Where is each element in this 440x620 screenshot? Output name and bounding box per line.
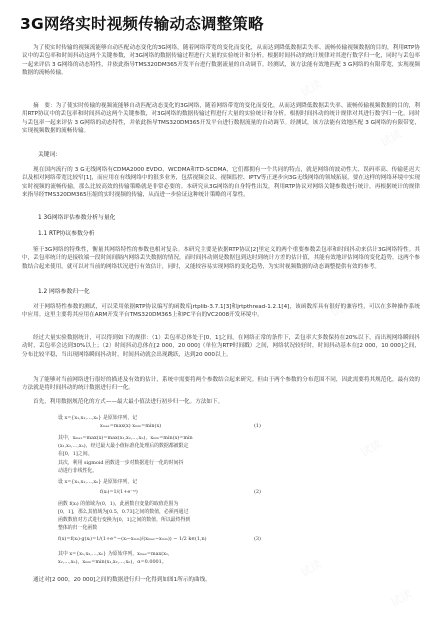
formula-line: 动进行非线性化。: [58, 468, 98, 474]
formula-line: 设 x={x₁,x₂,…,xₙ} 是原始序列，记: [58, 415, 138, 421]
formula-line: 函数 f(xᵢ) 的值域为(0，1)，此函数自变量的取值范围为: [58, 501, 179, 507]
body-paragraph-4: 经过大量实验数据统计，可以得到如下的规律：（1）丢包率总体处于[0，1]之间，在网络正常的条件下，丢包率大多数保持在20%以下，而出现网络瞬间抖动时，丢包率会达到30%以上；（2）时间抖动总体在[2 000，20 000]（单位为RTP时间戳）之间，网络状况较好时，时间抖动基本在[2 000，10 000]之间，分布比较平稳，当出现网络瞬间抖动时，时间抖动就会出现跳跃，达到20 000以上。: [22, 335, 420, 358]
section-heading-1-2: 1.2 网络参数归一化: [38, 289, 90, 295]
section-heading-1: 1 3G网络评估参数分析与量化: [38, 215, 116, 221]
formula-line: 其中 x={x₁,x₂,…,xₙ} 为原始序列，xₘₐₓ=max(x₁,: [58, 551, 170, 557]
watermark-text: 试读: [358, 437, 385, 460]
body-paragraph-2: 鉴于3G网络的特殊性，衡量其网络特性的参数也相对复杂。本研究主要是依据RTP协议[2]里定义的两个重要参数丢包率和时间抖动来估计3G网络特性。其中，丢包率统计的是接收端一段时间间隔内网络丢失数据的情况，而时间抖动则是数据包到达时到统计方差的估计值，其能有效地评估网络的变化趋势。这两个参数结合起来使用，就可以对当前的网络状况进行有效估计，同时，又能较容易实现网络的变化趋势，为实时视频数据的动态调整提供有效的参考。: [22, 247, 420, 270]
body-paragraph-5: 为了能够对当前网络进行很好的描述及有效的估计，系统中需要将两个参数结合起来研究。但由于两个参数的分布范围不同，因此需要将其规范化，最有效的方法就是将时间抖动的统计数据进行归一化。: [22, 377, 420, 392]
section-heading-1-1: 1.1 RTP协议参数分析: [38, 231, 95, 237]
formula-line: 其次，利用 sigmoid 函数进一步对数据进行一化的时间抖: [58, 460, 184, 466]
watermark-text: 试读: [298, 557, 325, 580]
formula-line: x₂,…,xₙ)，xₘᵢₙ=min(x₁,x₂,…,xₙ)，α=0.0001。: [58, 559, 167, 565]
equation-number: (2): [254, 489, 261, 495]
intro-paragraph: 为了使实时传输的视频流能够自动匹配动态变化的3G网络，随着网络带宽的变化而变化，从而达到降低数据丢失率、流畅传输视频数据的目的，利用RTP协议中的丢包率和时间抖动这两个关键参数，对3G网络的数据传输过程进行大量的实验统计和分析。根据时间抖动的统计规律对其进行数学归一化，同时与丢包率一起来评估 3 G网络的动态特性，并依此指导TMS320DM365开发平台进行数据流量的自动调节。经测试，该方法能有效地匹配 3 G网络的有限带宽，实现视频数据的流畅传输。: [22, 45, 420, 77]
page-title: 3G网络实时视频传输动态调整策略: [20, 15, 264, 33]
keywords-label: 关键词：: [38, 152, 62, 158]
formula-line: 其中，xₘₐₓ=max(x)=max(x₁,x₂,…,xₙ)，xₘᵢₙ=min(x)=min: [58, 435, 193, 441]
equation-number: (3): [254, 536, 261, 542]
body-paragraph-7: 通过对[2 000，20 000]之间的数据进行归一化得到如图1所示的曲线。: [33, 577, 211, 583]
formula-line: 整体的归一化函数: [58, 525, 98, 531]
formula-line: (x₁,x₂,…,xₙ)，经过最大最小值标准化处理后的数据都被限定: [58, 443, 189, 449]
formula-line: 在[0，1]之间。: [58, 451, 93, 457]
formula-line: 设 x={x₁,x₂,…,xₙ} 是原始序列，记: [58, 479, 138, 485]
watermark-text: 试读: [388, 587, 415, 610]
formula-line: 函数数值对方式进行变换为[0，1]之间的数值，所以最终得到: [58, 517, 191, 523]
formula-line: f(xᵢ)=1/(1+e⁻ˣⁱ): [100, 489, 138, 495]
watermark-text: 试读: [328, 297, 355, 320]
body-paragraph-6: 首先，利用数据规范化的方式——最大最小值法进行初步归一化。方法如下。: [33, 399, 224, 405]
watermark-text: 试读: [378, 127, 405, 150]
formula-line: f(x)=f(xᵢ)·g(xᵢ)=1/(1+e^−(xᵢ−xₘᵢₙ)/(xₘₐₓ−xₘᵢₙ)) − 1/2 k∈(1,n): [58, 536, 207, 542]
body-paragraph-1: 现在国内流行的 3 G无线网络有CDMA2000 EVDO、WCDMA和TD-SCDMA，它们都拥有一个共同的特点，就是网络的波动性大、误码率高、传输延迟大以及相对网络带宽比较窄[1]，而应用在有线网络中的很多业务，包括视频会议、视频监控、IPTV等正逐步向3G无线网络的领域拓展，要在这样的网络环境中实现实时视频的流畅传输，那么比较高效的传输策略就是非常必要的。本研究从3G网络的自身特性出发，利用RTP协议对网络关键参数进行统计，再根据统计的规律来指导经TMS320DM365压缩的实时视频的传输，从而进一步验证这种统计策略的可靠性。: [22, 167, 420, 199]
formula-line: xₘₐₓ=max(x) xₘᵢₙ=min(x): [100, 423, 162, 429]
watermark-text: 试读: [298, 77, 325, 100]
equation-number: (1): [254, 423, 261, 429]
formula-line: [0，1]，那么其值域为[0.5，0.73]之间的数值，必须再通过: [58, 509, 189, 515]
body-paragraph-3: 对于网络特性参数的测试，可以采用依据RTP协议编写的函数库jrtplib-3.7.1[3]和jrtpthread-1.2.1[4]，该函数库具有很好的兼容性，可以在多种操作系统中应用。这里主要将其应用在ARM开发平台TMS320DM365上和PC平台的VC2008开发环境中。: [22, 304, 420, 319]
abstract-paragraph: 摘 要：为了使实时传输的视频流能够自动匹配动态变化的3G网络，随着网络带宽的变化而变化，从而达到降低数据丢失率、流畅传输视频数据的目的，利用RTP协议中的丢包率和时间抖动这两个关键参数，对3G网络的数据传输过程进行大量的实验统计和分析。根据时间抖动的统计规律对其进行数学归一化，同时与丢包率一起来评估 3 G网络的动态特性，并依此指导TMS320DM365开发平台进行数据流量的自动调节。经测试，该方法能有效地匹配 3 G网络的有限带宽，实现视频数据的流畅传输。: [22, 103, 420, 135]
